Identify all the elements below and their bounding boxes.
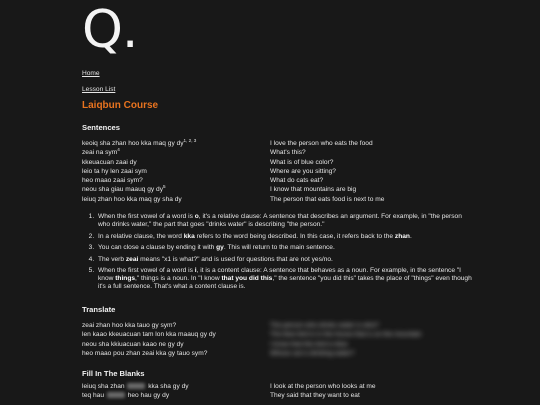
fill-row [82,392,462,401]
sentences-heading: Sentences [82,123,120,132]
sentence-text: neou sha giau maauq gy dy [82,186,164,194]
footnote-ref[interactable]: 4 [117,147,120,153]
fill-blanks-heading: Fill In The Blanks [82,369,145,378]
sentence-translation: What do cats eat? [270,177,324,185]
note-text: . [409,232,412,240]
note-item [96,233,474,241]
note-text: . This will return to the main sentence. [223,244,335,252]
sentence-row [82,159,462,168]
fill-source [82,392,169,400]
hidden-answer[interactable]: I know that this bird is blue [270,340,348,348]
note-item [96,213,474,229]
sentence-row [82,196,462,205]
fill-text-before: teq hau [82,392,104,400]
sentence-translation: I love the person who eats the food [270,140,373,147]
sentence-source [82,168,147,176]
note-item [96,267,474,292]
sentence-text: kkeuacuan zaai dy [82,158,137,166]
note-keyword: zeai [125,255,139,263]
translate-heading: Translate [82,305,116,314]
note-item [96,256,474,264]
note-text: means "x1 is what?" and is used for questions that are not yes/no. [138,255,333,263]
fill-text-before: leiuq sha zhan [82,383,125,390]
sentence-translation: Where are you sitting? [270,167,336,175]
sentence-row [82,149,462,158]
note-text: refers to the word being described. In this case, it refers back to the [194,232,395,240]
note-text: When the first vowel of a word is [98,213,195,220]
hidden-answer[interactable]: Whose cat is drinking water? [270,349,355,357]
note-text: , it is a content clause: A sentence that behaves as a noun. For example, in the sentence "I know [98,266,462,283]
sentence-source [82,140,196,148]
hidden-blank[interactable] [127,383,145,389]
sentence-translation: The person that eats food is next to me [270,195,385,203]
fill-text-after: heo hau gy dy [127,392,170,400]
footnote-ref[interactable]: 5 [163,184,166,190]
sentence-text: zeai na sym [82,149,118,157]
home-link[interactable]: Home [82,70,100,77]
page-title: Laiqbun Course [82,100,159,111]
note-keyword: gy [216,244,224,252]
sentence-row [82,140,462,149]
note-text: When the first vowel of a word is [98,266,195,274]
note-keyword: zhan [394,232,410,240]
fill-text-after: kka sha gy dy [148,383,189,390]
note-text: In a relative clause, the word [98,232,184,240]
site-logo[interactable]: Q. [82,0,138,60]
fill-translation: I look at the person who looks at me [270,383,376,390]
sentence-translation: I know that mountains are big [270,186,357,194]
translate-row [82,322,462,331]
translate-source: zeai zhan hoo kka tauo gy sym? [82,322,177,329]
note-keyword: kka [183,232,195,240]
translate-row [82,341,462,350]
sentences-table [82,140,462,205]
lesson-list-link[interactable]: Lesson List [82,86,116,93]
note-keyword: things [115,275,136,283]
hidden-blank[interactable] [107,392,125,398]
translate-source: len kaao kkeuacuan tam lon kka maauq gy dy [82,331,216,339]
fill-translation: They said that they want to eat [270,392,360,400]
note-keyword: that you did this [221,275,273,283]
note-text: , it's a relative clause: A sentence that describes an argument. For example, in "the person who drinks water," the part that goes "drinks water" is describing "the person." [98,213,462,229]
translate-source: heo maao pou zhan zeai kka gy tauo sym? [82,349,208,357]
note-text: ," the sentence "you did this" takes the place of "things" even though it's a full sentence. That's what a content clause is. [98,275,472,291]
sentence-text: leio ta hy len zaai sym [82,167,147,175]
sentence-source [82,149,120,157]
translate-source: neou sha kkiuacuan kaao ne gy dy [82,340,184,348]
notes-list [82,213,474,295]
note-text: The verb [98,255,126,263]
sentence-row [82,186,462,195]
footnote-ref[interactable]: 1, 2, 3 [183,138,197,143]
note-text: ," things is a noun. In "I know [135,275,222,283]
note-item [96,244,474,252]
fill-blanks-table [82,383,462,402]
sentence-text: keoiq sha zhan hoo kka maq gy dy [82,140,184,147]
note-keyword: o [194,213,199,220]
sentence-source [82,186,166,194]
translate-table [82,322,462,359]
translate-row [82,331,462,340]
hidden-answer[interactable]: The blue bird is in the house that is on the mountain [270,331,422,339]
note-keyword: i [194,266,197,274]
translate-row [82,350,462,359]
sentence-source [82,196,182,204]
sentence-source [82,159,137,167]
sentence-source [82,177,143,185]
sentence-row [82,168,462,177]
hidden-answer[interactable]: The person who drinks water is who? [270,322,379,329]
sentence-translation: What's this? [270,149,306,157]
fill-source [82,383,189,391]
sentence-text: heo maao zaai sym? [82,177,143,185]
fill-row [82,383,462,392]
sentence-translation: What is of blue color? [270,158,334,166]
note-text: You can close a clause by ending it with [98,244,217,252]
sentence-text: leiuq zhan hoo kka maq gy sha dy [82,195,182,203]
